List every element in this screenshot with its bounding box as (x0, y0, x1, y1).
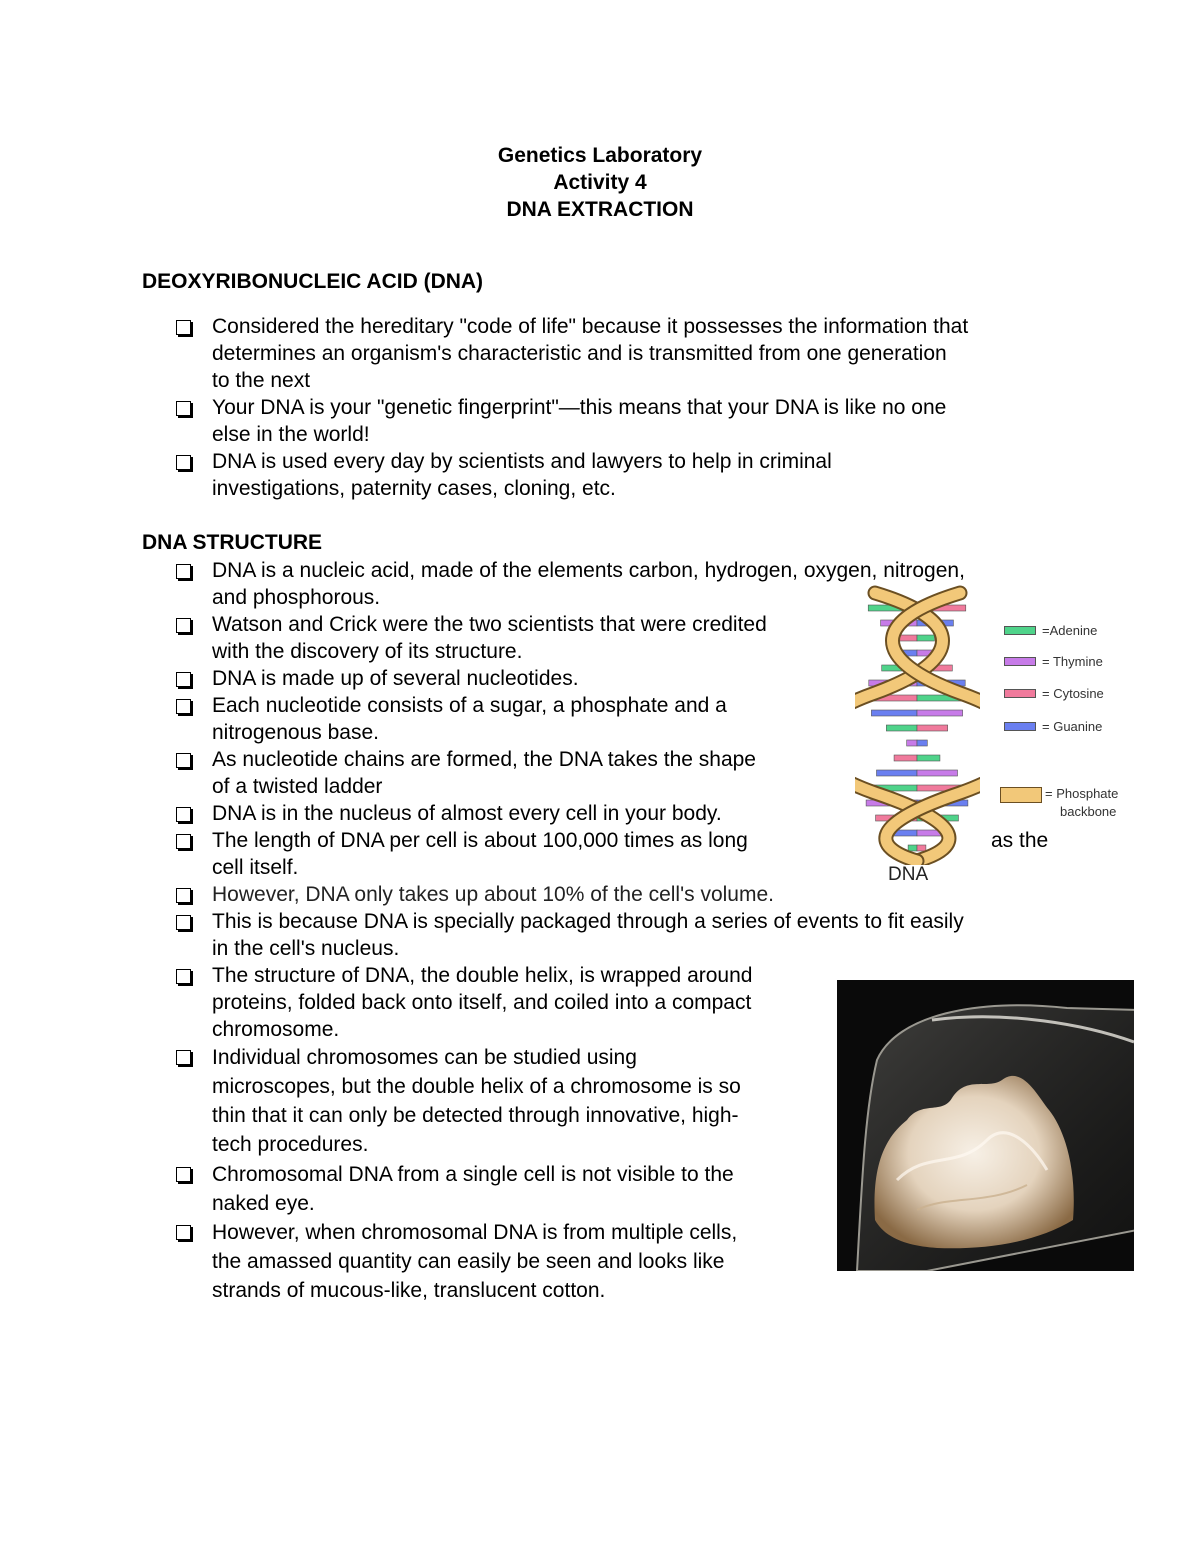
list-item: Watson and Crick were the two scientists that were credited with the discovery of its structure. (176, 611, 767, 665)
dna-double-helix-diagram (855, 585, 980, 865)
list-item: This is because DNA is specially packaged through a series of events to fit easily in the cell's nucleus. (176, 908, 964, 962)
checkbox-bullet-icon (176, 915, 191, 930)
base-pair-right (917, 635, 934, 641)
list-item: The structure of DNA, the double helix, is wrapped around proteins, folded back onto itself, and coiled into a compact chromosome. (176, 962, 752, 1043)
base-pair-left (876, 770, 917, 776)
checkbox-bullet-icon (176, 834, 191, 849)
title-line-3: DNA EXTRACTION (506, 198, 694, 221)
checkbox-bullet-icon (176, 672, 191, 687)
title-line-2: Activity 4 (553, 171, 647, 194)
legend-guanine: = Guanine (1042, 719, 1103, 734)
base-pair-right (917, 725, 948, 731)
base-pair-left (900, 635, 917, 641)
checkbox-bullet-icon (176, 888, 191, 903)
guanine-swatch (1004, 722, 1036, 731)
base-pair-right (917, 755, 940, 761)
section-heading-dna: DEOXYRIBONUCLEIC ACID (DNA) (142, 270, 484, 293)
document-title (0, 142, 1200, 223)
list-item: However, DNA only takes up about 10% of the cell's volume. (176, 881, 774, 908)
adenine-swatch (1004, 626, 1036, 635)
checkbox-bullet-icon (176, 455, 191, 470)
checkbox-bullet-icon (176, 618, 191, 633)
list-item: Considered the hereditary "code of life" because it possesses the information that determines an organism's characteristic and is transmitted from one generation to the next (176, 313, 968, 394)
title-line-1: Genetics Laboratory (497, 144, 703, 167)
checkbox-bullet-icon (176, 320, 191, 335)
dna-diagram-caption: DNA (888, 864, 929, 885)
checkbox-bullet-icon (176, 699, 191, 714)
base-pair-right (917, 710, 963, 716)
extracted-dna-test-tube-photo (837, 980, 1134, 1271)
list-item: Chromosomal DNA from a single cell is not visible to the naked eye. (176, 1160, 734, 1218)
legend-adenine: =Adenine (1042, 623, 1098, 638)
base-pair-left (886, 725, 917, 731)
list-item: As nucleotide chains are formed, the DNA takes the shape of a twisted ladder (176, 746, 756, 800)
legend-thymine: = Thymine (1042, 654, 1103, 669)
legend-cytosine: = Cytosine (1042, 686, 1104, 701)
list-item: DNA is used every day by scientists and lawyers to help in criminal investigations, paternity cases, cloning, etc. (176, 448, 832, 502)
checkbox-bullet-icon (176, 401, 191, 416)
list-item: DNA is a nucleic acid, made of the elements carbon, hydrogen, oxygen, nitrogen, and phosphorous. (176, 557, 965, 611)
base-pair-left (871, 710, 917, 716)
list-item: DNA is in the nucleus of almost every cell in your body. (176, 800, 722, 827)
thymine-swatch (1004, 657, 1036, 666)
legend-phosphate: = Phosphate (1045, 786, 1119, 801)
list-item: DNA is made up of several nucleotides. (176, 665, 579, 692)
phosphate-backbone-swatch (1000, 787, 1042, 803)
checkbox-bullet-icon (176, 1167, 191, 1182)
checkbox-bullet-icon (176, 969, 191, 984)
section-heading-dna-structure: DNA STRUCTURE (142, 531, 323, 554)
base-pair-left (907, 740, 917, 746)
list-item: Each nucleotide consists of a sugar, a phosphate and a nitrogenous base. (176, 692, 727, 746)
legend-backbone: backbone (1060, 804, 1117, 819)
checkbox-bullet-icon (176, 1225, 191, 1240)
base-pair-right (917, 740, 927, 746)
base-pair-right (917, 770, 958, 776)
base-pair-right (917, 845, 926, 851)
checkbox-bullet-icon (176, 807, 191, 822)
checkbox-bullet-icon (176, 1050, 191, 1065)
list-item: Your DNA is your "genetic fingerprint"—this means that your DNA is like no one else in the world! (176, 394, 946, 448)
base-pair-left (894, 755, 917, 761)
checkbox-bullet-icon (176, 564, 191, 579)
checkbox-bullet-icon (176, 753, 191, 768)
list-item: Individual chromosomes can be studied using microscopes, but the double helix of a chromosome is so thin that it can only be detected through innovative, high- tech procedures. (176, 1043, 741, 1159)
cytosine-swatch (1004, 689, 1036, 698)
list-item: However, when chromosomal DNA is from multiple cells, the amassed quantity can easily be seen and looks like strands of mucous-like, translucent cotton. (176, 1218, 737, 1305)
list-item: The length of DNA per cell is about 100,000 times as long as the cell itself. (176, 827, 1076, 881)
base-pair-left (908, 845, 917, 851)
